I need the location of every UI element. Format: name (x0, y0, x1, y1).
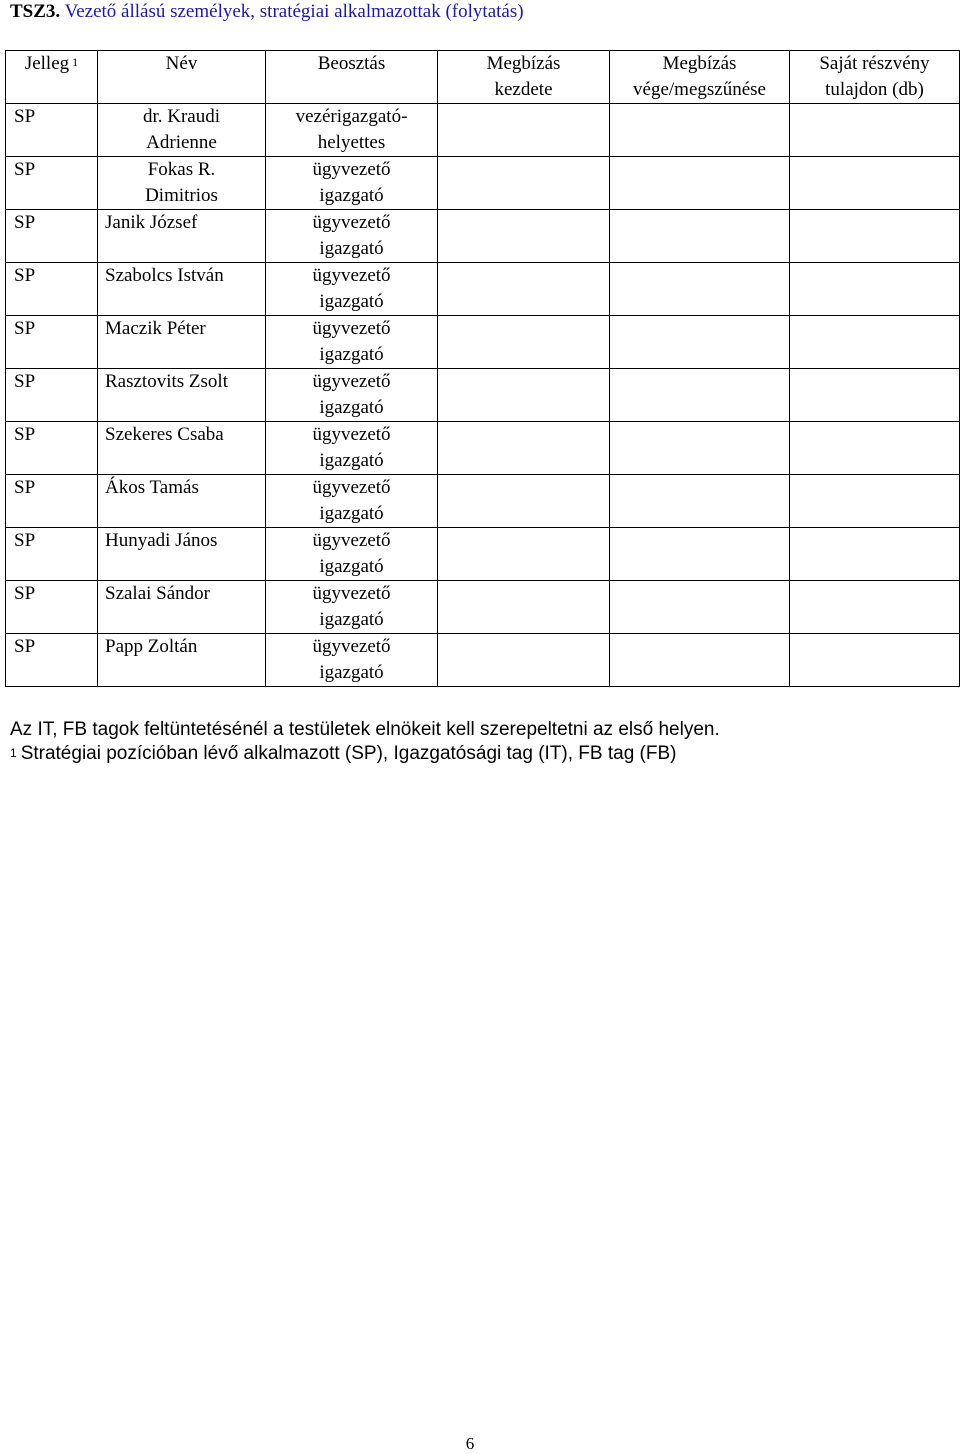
header-beosztas: Beosztás (266, 51, 438, 104)
cell-kezdete (438, 263, 610, 316)
cell-beosztas: vezérigazgató- helyettes (266, 104, 438, 157)
cell-nev: Hunyadi János (98, 528, 266, 581)
cell-reszveny (790, 316, 960, 369)
cell-jelleg: SP (6, 104, 98, 157)
cell-kezdete (438, 422, 610, 475)
table-header-row (6, 51, 960, 104)
cell-reszveny (790, 634, 960, 687)
cell-vege (610, 581, 790, 634)
cell-nev: Janik József (98, 210, 266, 263)
cell-beosztas: ügyvezető igazgató (266, 157, 438, 210)
cell-vege (610, 210, 790, 263)
table-row (6, 475, 960, 528)
header-megbizas-kezdete: Megbízás kezdete (438, 51, 610, 104)
cell-kezdete (438, 634, 610, 687)
cell-reszveny (790, 422, 960, 475)
cell-jelleg: SP (6, 422, 98, 475)
cell-nev: Szekeres Csaba (98, 422, 266, 475)
cell-reszveny (790, 157, 960, 210)
cell-kezdete (438, 581, 610, 634)
table-row (6, 528, 960, 581)
table-row (6, 634, 960, 687)
cell-beosztas: ügyvezető igazgató (266, 634, 438, 687)
cell-vege (610, 263, 790, 316)
cell-nev: Maczik Péter (98, 316, 266, 369)
cell-kezdete (438, 157, 610, 210)
cell-vege (610, 475, 790, 528)
cell-nev: Rasztovits Zsolt (98, 369, 266, 422)
cell-vege (610, 422, 790, 475)
title-code: TSZ3. (10, 1, 61, 22)
cell-beosztas: ügyvezető igazgató (266, 581, 438, 634)
header-megbizas-vege: Megbízás vége/megszűnése (610, 51, 790, 104)
cell-reszveny (790, 104, 960, 157)
header-nev: Név (98, 51, 266, 104)
footnote-mark: 1 (10, 746, 17, 760)
cell-jelleg: SP (6, 157, 98, 210)
cell-beosztas: ügyvezető igazgató (266, 528, 438, 581)
cell-vege (610, 369, 790, 422)
header-sajat-reszveny: Saját részvény tulajdon (db) (790, 51, 960, 104)
cell-jelleg: SP (6, 475, 98, 528)
table-row (6, 581, 960, 634)
table-row (6, 369, 960, 422)
officers-table (5, 50, 960, 687)
table-row (6, 104, 960, 157)
cell-kezdete (438, 316, 610, 369)
cell-nev: Szabolcs István (98, 263, 266, 316)
cell-kezdete (438, 210, 610, 263)
cell-nev: dr. Kraudi Adrienne (98, 104, 266, 157)
cell-beosztas: ügyvezető igazgató (266, 369, 438, 422)
cell-nev: Papp Zoltán (98, 634, 266, 687)
cell-reszveny (790, 210, 960, 263)
table-row (6, 316, 960, 369)
cell-beosztas: ügyvezető igazgató (266, 422, 438, 475)
table-row (6, 210, 960, 263)
cell-beosztas: ügyvezető igazgató (266, 475, 438, 528)
cell-reszveny (790, 475, 960, 528)
cell-vege (610, 634, 790, 687)
cell-jelleg: SP (6, 634, 98, 687)
document-title (10, 0, 524, 24)
page-number: 6 (465, 1434, 475, 1453)
cell-jelleg: SP (6, 263, 98, 316)
cell-kezdete (438, 369, 610, 422)
cell-nev: Fokas R. Dimitrios (98, 157, 266, 210)
footnote-line: $^1$ Stratégiai pozícióban lévő alkalmazott (SP), Igazgatósági tag (IT), FB tag (FB) (10, 743, 677, 764)
cell-nev: Szalai Sándor (98, 581, 266, 634)
footnote-marker: 1 (72, 55, 79, 69)
header-jelleg: Jelleg $^1$ (6, 51, 98, 104)
cell-vege (610, 157, 790, 210)
table-row (6, 422, 960, 475)
cell-reszveny (790, 581, 960, 634)
cell-vege (610, 104, 790, 157)
note-line: Az IT, FB tagok feltüntetésénél a testületek elnökeit kell szerepeltetni az első helyen. (10, 719, 720, 740)
cell-beosztas: ügyvezető igazgató (266, 210, 438, 263)
cell-beosztas: ügyvezető igazgató (266, 263, 438, 316)
cell-jelleg: SP (6, 210, 98, 263)
cell-nev: Ákos Tamás (98, 475, 266, 528)
title-text: Vezető állású személyek, stratégiai alkalmazottak (folytatás) (64, 1, 524, 22)
cell-jelleg: SP (6, 316, 98, 369)
cell-kezdete (438, 104, 610, 157)
table-row (6, 263, 960, 316)
cell-beosztas: ügyvezető igazgató (266, 316, 438, 369)
cell-jelleg: SP (6, 369, 98, 422)
cell-reszveny (790, 263, 960, 316)
table-row (6, 157, 960, 210)
cell-reszveny (790, 369, 960, 422)
cell-jelleg: SP (6, 528, 98, 581)
cell-kezdete (438, 475, 610, 528)
cell-kezdete (438, 528, 610, 581)
cell-vege (610, 528, 790, 581)
cell-reszveny (790, 528, 960, 581)
cell-vege (610, 316, 790, 369)
cell-jelleg: SP (6, 581, 98, 634)
